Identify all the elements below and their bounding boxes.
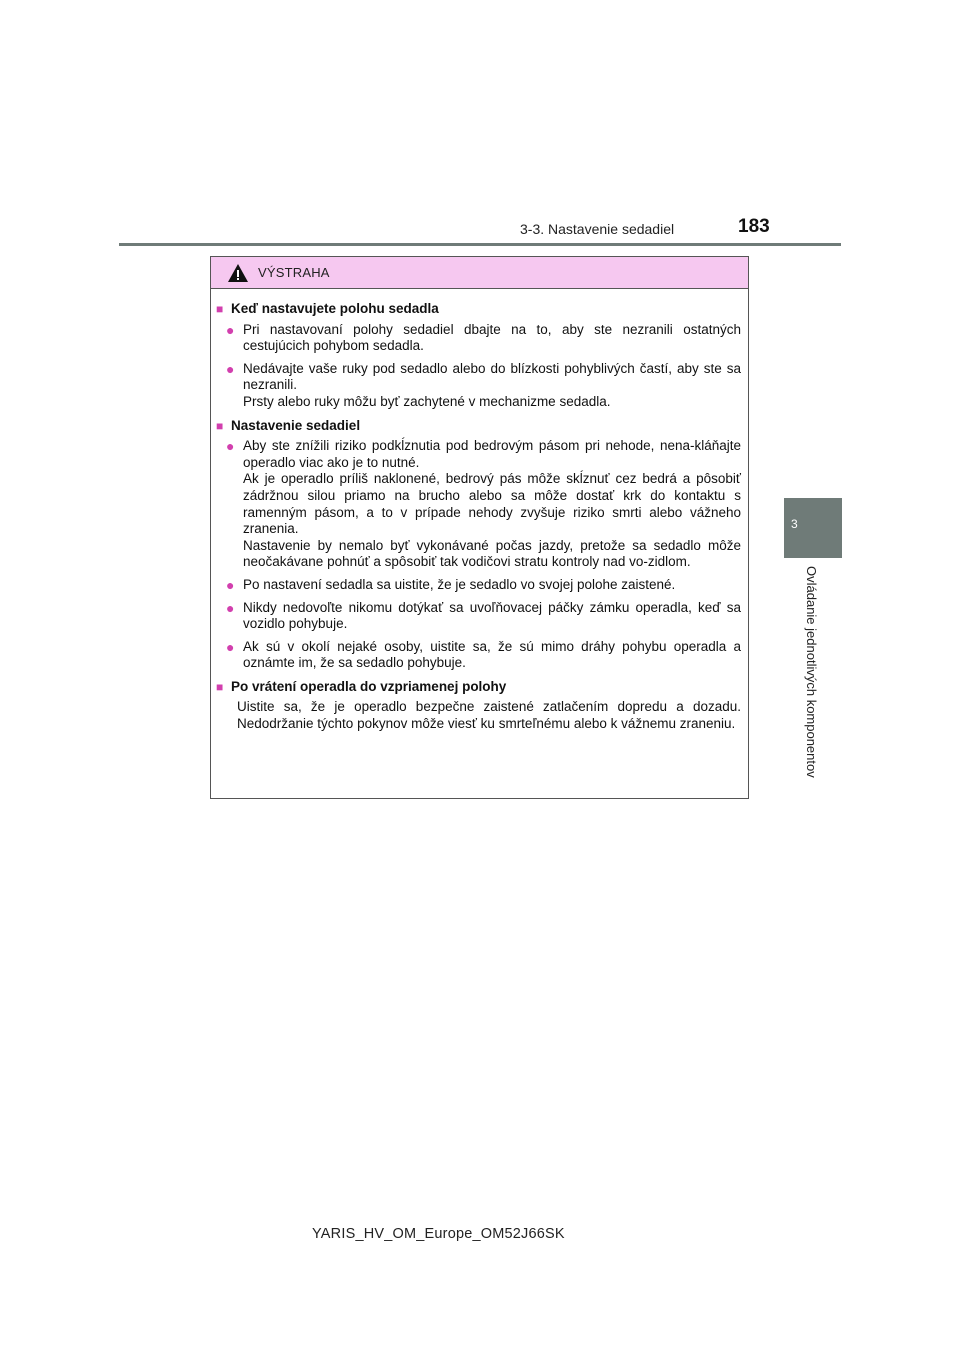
section-title: 3-3. Nastavenie sedadiel [520, 221, 675, 237]
text-line: Prsty alebo ruky môžu byť zachytené v mechanizme sedadla. [243, 393, 611, 409]
text-line: Nikdy nedovoľte nikomu dotýkať sa uvoľňovacej páčky zámku operadla, keď sa vozidlo pohybuje. [243, 599, 741, 632]
warning-triangle-icon [227, 263, 249, 283]
square-bullet-icon: ■ [216, 679, 224, 694]
circle-bullet-icon: ● [226, 599, 235, 616]
document-code: YARIS_HV_OM_Europe_OM52J66SK [312, 1226, 565, 1242]
text-line: Ak sú v okolí nejaké osoby, uistite sa, že sú mimo dráhy pohybu operadla a oznámte im, že sa sedadlo pohybuje. [243, 638, 741, 671]
text-line: Aby ste znížili riziko podkĺznutia pod bedrovým pásom pri nehode, nena-kláňajte operadlo viac ako je to nutné. [243, 438, 741, 470]
list-item-text [243, 322, 741, 355]
circle-bullet-icon: ● [226, 576, 235, 593]
section-heading [216, 679, 741, 696]
section-heading-text: Nastavenie sedadiel [231, 417, 361, 433]
circle-bullet-icon: ● [226, 638, 235, 655]
warning-box [210, 256, 749, 799]
list-item [216, 577, 741, 594]
section-heading-text: Keď nastavujete polohu sedadla [231, 301, 439, 316]
section-heading [216, 301, 741, 318]
square-bullet-icon: ■ [216, 418, 224, 433]
list-item [216, 639, 741, 672]
list-item-text [243, 600, 741, 633]
text-line: Ak je operadlo príliš naklonené, bedrový pás môže skĺznuť cez bedrá a pôsobiť zádržnou silou priamo na brucho alebo sa môže dostať krk do kontaktu s ramenným pásom, a to v prípade nehody zvyšuje riziko smrti alebo vážneho zranenia. [243, 471, 741, 537]
warning-body [211, 289, 748, 733]
text-line: Nastavenie by nemalo byť vykonávané počas jazdy, pretože sa sedadlo môže neočakávane pohnúť a spôsobiť tak vodičovi stratu kontroly nad vo-zidlom. [243, 537, 741, 570]
list-item [216, 600, 741, 633]
warning-title: VÝSTRAHA [258, 265, 330, 280]
circle-bullet-icon: ● [226, 360, 235, 377]
section-heading [216, 418, 741, 435]
warning-section [216, 679, 741, 733]
section-heading-text: Po vrátení operadla do vzpriamenej polohy [231, 678, 507, 694]
text-line: Pri nastavovaní polohy sedadiel dbajte na to, aby ste nezranili ostatných cestujúcich pohybom sedadla. [243, 321, 741, 354]
list-item-text [243, 577, 741, 594]
list-item [216, 438, 741, 571]
section-paragraph: Uistite sa, že je operadlo bezpečne zaistené zatlačením dopredu a dozadu. Nedodržanie týchto pokynov môže viesť ku smrteľnému alebo k vážnemu zraneniu. [237, 699, 741, 732]
list-item-text [243, 438, 741, 571]
list-item-text [243, 361, 741, 411]
text-line: Nedávajte vaše ruky pod sedadlo alebo do blízkosti pohyblivých častí, aby ste sa nezranili. [243, 360, 741, 393]
chapter-tab-number: 3 [791, 517, 798, 531]
header-divider [119, 243, 841, 246]
page-number: 183 [738, 216, 770, 237]
warning-section [216, 418, 741, 672]
list-item [216, 322, 741, 355]
text-line: Po nastavení sedadla sa uistite, že je sedadlo vo svojej polohe zaistené. [243, 576, 676, 592]
warning-header [211, 257, 748, 289]
chapter-tab-title: Ovládanie jednotlivých komponentov [804, 566, 819, 778]
circle-bullet-icon: ● [226, 321, 235, 338]
list-item [216, 361, 741, 411]
circle-bullet-icon: ● [226, 438, 235, 455]
list-item-text [243, 639, 741, 672]
square-bullet-icon: ■ [216, 302, 224, 316]
warning-section [216, 301, 741, 411]
